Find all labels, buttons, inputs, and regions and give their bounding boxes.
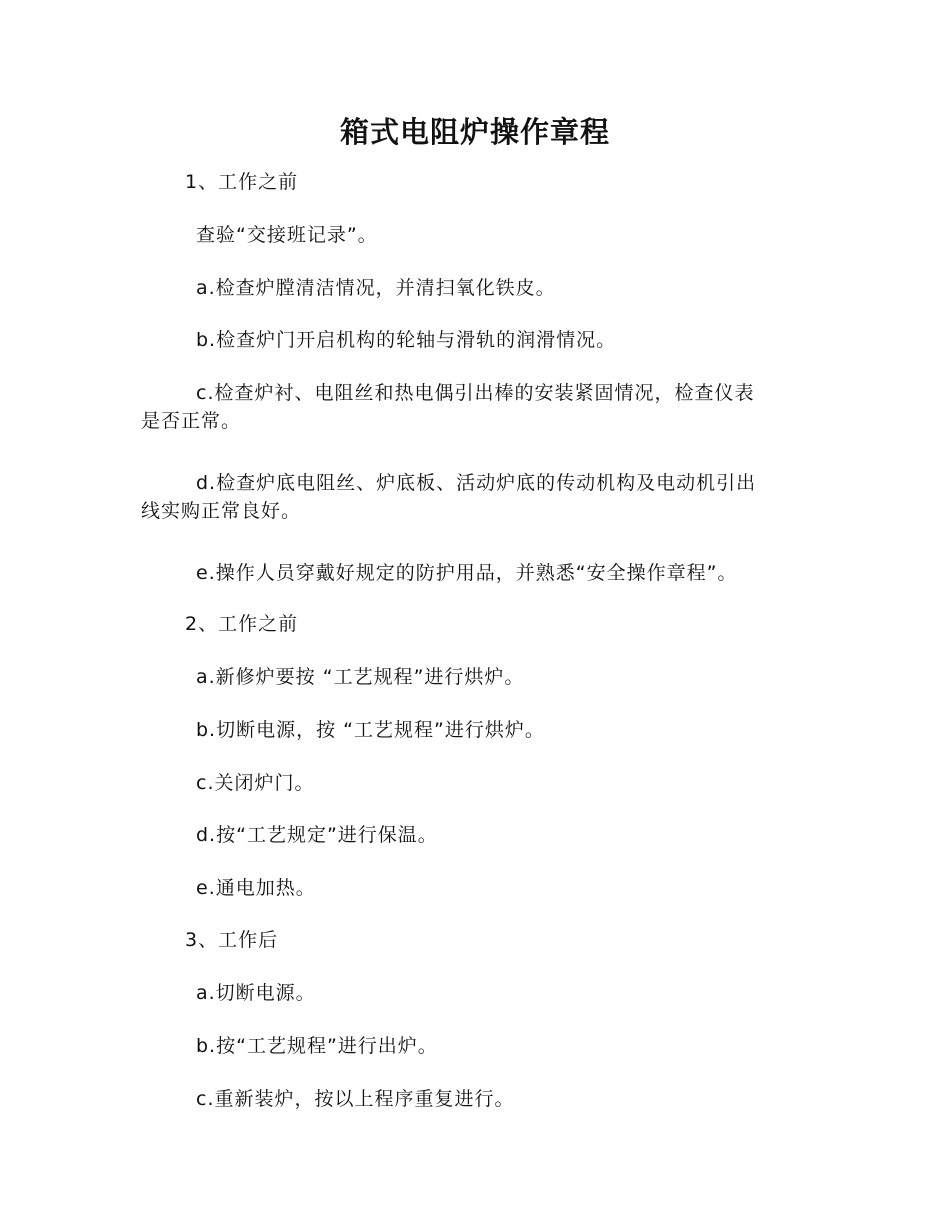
- section-heading-3: 3、工作后: [185, 929, 279, 951]
- list-item: [141, 379, 755, 435]
- list-item: a.新修炉要按 “工艺规程”进行烘炉。: [196, 666, 525, 688]
- document-title: 箱式电阻炉操作章程: [339, 115, 610, 149]
- section-heading-2: 2、工作之前: [185, 613, 299, 635]
- list-item: c.关闭炉门。: [196, 772, 315, 794]
- list-item-line: 是否正常。: [141, 410, 242, 432]
- list-item: b.按“工艺规程”进行出炉。: [196, 1035, 438, 1057]
- list-item-line: 线实购正常良好。: [141, 500, 302, 522]
- list-item-line: d.检查炉底电阻丝、炉底板、活动炉底的传动机构及电动机引出: [196, 472, 757, 494]
- list-item-line: c.检查炉衬、电阻丝和热电偶引出棒的安装紧固情况，检查仪表: [196, 382, 755, 404]
- list-item: c.重新装炉，按以上程序重复进行。: [196, 1088, 515, 1110]
- list-item: a.检查炉膛清洁情况，并清扫氧化铁皮。: [196, 277, 556, 299]
- section-heading-1: 1、工作之前: [185, 171, 299, 193]
- section-1-intro: 查验“交接班记录”。: [196, 224, 378, 246]
- list-item: e.操作人员穿戴好规定的防护用品，并熟悉“安全操作章程”。: [196, 562, 738, 584]
- list-item: [141, 469, 756, 525]
- list-item: b.切断电源，按 “工艺规程”进行烘炉。: [196, 719, 545, 741]
- list-item: e.通电加热。: [196, 877, 316, 899]
- list-item: d.按“工艺规定”进行保温。: [196, 824, 438, 846]
- list-item: a.切断电源。: [196, 982, 316, 1004]
- list-item: b.检查炉门开启机构的轮轴与滑轨的润滑情况。: [196, 329, 617, 351]
